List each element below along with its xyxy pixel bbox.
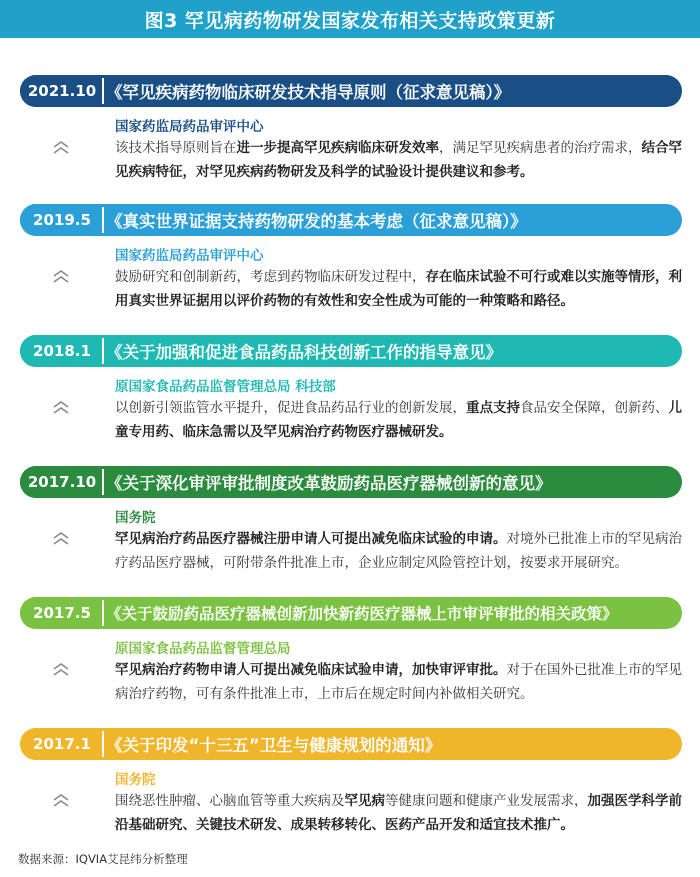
banner-divider — [102, 207, 104, 233]
policy-date: 2017.10 — [20, 466, 104, 498]
double-chevron-up-icon — [52, 530, 70, 548]
policy-title: 《关于加强和促进食品药品科技创新工作的指导意见》 — [106, 343, 502, 362]
issuing-agency: 国务院 — [115, 772, 156, 788]
policy-description — [115, 265, 685, 313]
policy-description — [115, 527, 685, 575]
description-text: ，满足罕见疾病患者的治疗需求， — [439, 140, 642, 156]
description-highlight: 重点支持 — [466, 400, 520, 416]
description-highlight: 罕见病 — [344, 793, 385, 809]
policy-description — [115, 136, 685, 184]
policy-title: 《罕见疾病药物临床研发技术指导原则（征求意见稿）》 — [106, 83, 511, 102]
banner-divider — [102, 469, 104, 495]
double-chevron-up-icon — [52, 399, 70, 417]
issuing-agency: 国家药监局药品审评中心 — [115, 119, 264, 135]
description-text: 围绕恶性肿瘤、心脑血管等重大疾病及 — [115, 793, 345, 809]
double-chevron-up-icon — [52, 661, 70, 679]
issuing-agency: 原国家食品药品监督管理总局 科技部 — [115, 379, 336, 395]
policy-date: 2017.5 — [20, 597, 104, 629]
policy-title: 《关于鼓励药品医疗器械创新加快新药医疗器械上市审评审批的相关政策》 — [106, 605, 618, 623]
data-source: 数据来源：IQVIA艾昆纬分析整理 — [18, 852, 188, 866]
issuing-agency: 原国家食品药品监督管理总局 — [115, 641, 291, 657]
description-highlight: 加强医学科学前沿基础研究、关键技术研发、成果转移转化、医药产品开发和适宜技术推广。 — [115, 793, 682, 833]
banner-divider — [102, 731, 104, 757]
banner-divider — [102, 78, 104, 104]
issuing-agency: 国家药监局药品审评中心 — [115, 248, 264, 264]
issuing-agency: 国务院 — [115, 510, 156, 526]
description-highlight: 存在临床试验不可行或难以实施等情形，利用真实世界证据用以评价药物的有效性和安全性成为可能的一种策略和路径。 — [115, 269, 682, 309]
double-chevron-up-icon — [52, 792, 70, 810]
description-highlight: 结合罕见疾病特征，对罕见疾病药物研发及科学的试验设计提供建议和参考。 — [115, 140, 682, 180]
double-chevron-up-icon — [52, 139, 70, 157]
policy-date: 2017.1 — [20, 728, 104, 760]
description-text: 食品安全保障，创新药、 — [520, 400, 669, 416]
policy-title: 《关于深化审评审批制度改革鼓励药品医疗器械创新的意见》 — [106, 474, 552, 493]
description-text: 鼓励研究和创制新药，考虑到药物临床研发过程中， — [115, 269, 426, 285]
policy-date: 2018.1 — [20, 335, 104, 367]
banner-divider — [102, 338, 104, 364]
banner-divider — [102, 600, 104, 626]
description-text: 以创新引领监管水平提升，促进食品药品行业的创新发展， — [115, 400, 466, 416]
double-chevron-up-icon — [52, 268, 70, 286]
policy-description — [115, 658, 685, 706]
description-text: 该技术指导原则旨在 — [115, 140, 237, 156]
description-text: 等健康问题和健康产业发展需求， — [385, 793, 588, 809]
policy-description — [115, 789, 685, 837]
policy-title: 《真实世界证据支持药物研发的基本考虑（征求意见稿）》 — [106, 212, 527, 231]
policy-date: 2021.10 — [20, 75, 104, 107]
description-highlight: 罕见病治疗药品医疗器械注册申请人可提出减免临床试验的申请。 — [115, 531, 507, 547]
policy-title: 《关于印发“十三五”卫生与健康规划的通知》 — [106, 736, 442, 755]
description-highlight: 罕见病治疗药物申请人可提出减免临床试验申请，加快审评审批。 — [115, 662, 507, 678]
description-highlight: 进一步提高罕见疾病临床研发效率 — [236, 140, 439, 156]
policy-description — [115, 396, 685, 444]
policy-date: 2019.5 — [20, 204, 104, 236]
figure-title: 图3 罕见病药物研发国家发布相关支持政策更新 — [0, 0, 700, 38]
description-text: 对境外已批准上市的罕见病治疗药品医疗器械，可附带条件批准上市，企业应制定风险管控计划，按要求开展研究。 — [115, 531, 682, 571]
description-highlight: 儿童专用药、临床急需以及罕见病治疗药物医疗器械研发。 — [115, 400, 682, 440]
description-text: 对于在国外已批准上市的罕见病治疗药物，可有条件批准上市，上市后在规定时间内补做相关研究。 — [115, 662, 682, 702]
